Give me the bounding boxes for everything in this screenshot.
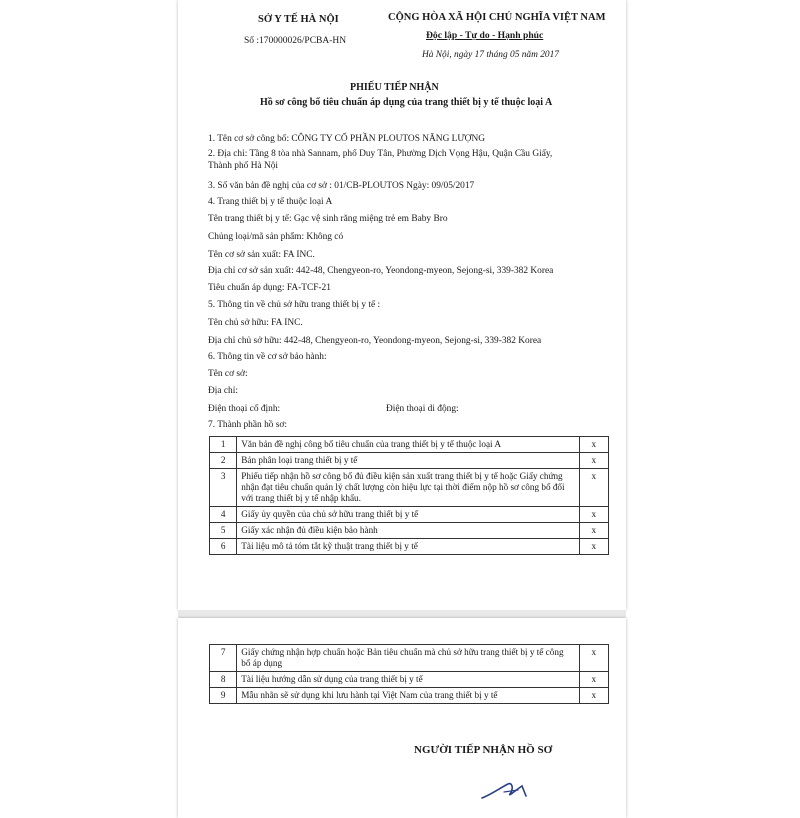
row-description: Văn bản đề nghị công bố tiêu chuẩn của trang thiết bị y tế thuộc loại A [237,437,579,453]
row-check-mark: x [579,672,608,688]
manufacturer-address-line: Địa chỉ cơ sở sản xuất: 442-48, Chengyeon-ro, Yeondong-myeon, Sejong-si, 339-382 Korea [208,266,554,276]
row-number: 9 [210,688,237,704]
row-description: Giấy ủy quyền của chủ sở hữu trang thiết bị y tế [237,507,579,523]
row-number: 8 [210,672,237,688]
dossier-heading: 7. Thành phần hồ sơ: [208,420,287,430]
owner-name-line: Tên chủ sở hữu: FA INC. [208,318,303,328]
row-check-mark: x [579,437,608,453]
row-description: Tài liệu hướng dẫn sử dụng của trang thiết bị y tế [237,672,579,688]
warranty-landline-line: Điện thoại cố định: [208,404,281,414]
row-description: Giấy chứng nhận hợp chuẩn hoặc Bản tiêu chuẩn mà chủ sở hữu trang thiết bị y tế công bố áp dụng [237,645,579,672]
row-check-mark: x [579,539,608,555]
device-name-line: Tên trang thiết bị y tế: Gạc vệ sinh răng miệng trẻ em Baby Bro [208,214,448,224]
row-number: 4 [210,507,237,523]
row-check-mark: x [579,453,608,469]
form-subtitle: Hồ sơ công bố tiêu chuẩn áp dụng của trang thiết bị y tế thuộc loại A [260,97,553,108]
manufacturer-line: Tên cơ sở sản xuất: FA INC. [208,250,315,260]
warranty-mobile-line: Điện thoại di động: [386,404,459,414]
warranty-heading: 6. Thông tin về cơ sở bảo hành: [208,352,327,362]
table-row [210,539,609,555]
warranty-name-line: Tên cơ sở: [208,369,248,379]
row-number: 7 [210,645,237,672]
row-number: 5 [210,523,237,539]
row-description: Giấy xác nhận đủ điều kiện bảo hành [237,523,579,539]
issuing-authority: SỞ Y TẾ HÀ NỘI [258,14,339,25]
row-number: 6 [210,539,237,555]
table-row [210,437,609,453]
table-row [210,645,609,672]
country-name: CỘNG HÒA XÃ HỘI CHỦ NGHĨA VIỆT NAM [388,12,606,23]
dossier-table-part1 [209,436,609,555]
document-number: Số :170000026/PCBA-HN [244,36,347,46]
warranty-address-line: Địa chỉ: [208,386,238,396]
row-check-mark: x [579,688,608,704]
row-check-mark: x [579,523,608,539]
standard-line: Tiêu chuẩn áp dụng: FA-TCF-21 [208,283,331,293]
product-code-line: Chủng loại/mã sản phẩm: Không có [208,232,344,242]
signature-mark-icon [478,778,558,800]
device-class-line: 4. Trang thiết bị y tế thuộc loại A [208,197,333,207]
table-row [210,688,609,704]
dossier-table-part2 [209,644,609,704]
row-description: Tài liệu mô tả tóm tắt kỹ thuật trang thiết bị y tế [237,539,579,555]
left-margin [0,0,178,800]
owner-info-heading: 5. Thông tin về chủ sở hữu trang thiết bị y tế : [208,300,381,310]
document-page-1 [178,0,626,610]
national-motto: Độc lập - Tự do - Hạnh phúc [426,30,544,41]
row-check-mark: x [579,469,608,507]
request-number-line: 3. Số văn bản đề nghị của cơ sở : 01/CB-PLOUTOS Ngày: 09/05/2017 [208,181,475,191]
row-number: 2 [210,453,237,469]
table-row [210,453,609,469]
receiver-signature-title: NGƯỜI TIẾP NHẬN HỒ SƠ [414,744,553,756]
row-description: Bản phân loại trang thiết bị y tế [237,453,579,469]
issue-date: Hà Nội, ngày 17 tháng 05 năm 2017 [422,50,559,60]
company-name-line: 1. Tên cơ sở công bố: CÔNG TY CỔ PHẦN PLOUTOS NĂNG LƯỢNG [208,134,485,144]
row-check-mark: x [579,645,608,672]
form-title: PHIẾU TIẾP NHẬN [350,82,439,93]
document-page-2 [178,618,626,818]
table-row [210,507,609,523]
address-city-line: Thành phố Hà Nội [208,161,279,171]
page-separator [178,610,626,618]
row-number: 1 [210,437,237,453]
row-number: 3 [210,469,237,507]
table-row [210,672,609,688]
row-check-mark: x [579,507,608,523]
table-row [210,523,609,539]
owner-address-line: Địa chỉ chủ sở hữu: 442-48, Chengyeon-ro, Yeondong-myeon, Sejong-si, 339-382 Korea [208,336,542,346]
table-row [210,469,609,507]
row-description: Mẫu nhãn sẽ sử dụng khi lưu hành tại Việt Nam của trang thiết bị y tế [237,688,579,704]
address-line: 2. Địa chỉ: Tầng 8 tòa nhà Sannam, phố Duy Tân, Phường Dịch Vọng Hậu, Quận Cầu Giấy, [208,149,553,159]
row-description: Phiếu tiếp nhận hồ sơ công bố đủ điều kiện sản xuất trang thiết bị y tế hoặc Giấy chứng nhận đạt tiêu chuẩn quản lý chất lượng còn hiệu lực tại thời điểm nộp hồ sơ công bố đối với trang thiết bị y tế nhập khẩu. [237,469,579,507]
